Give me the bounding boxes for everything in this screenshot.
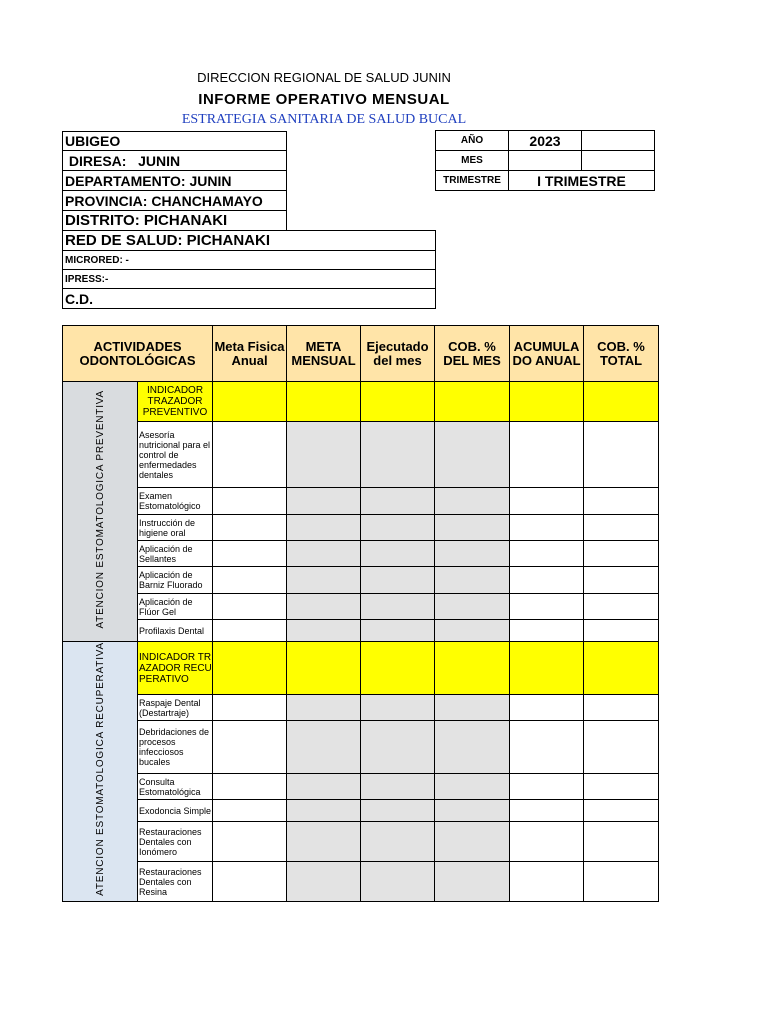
value-cell[interactable] (584, 515, 659, 541)
value-cell[interactable] (361, 488, 435, 515)
header-actividades: ACTIVIDADES ODONTOLÓGICAS (63, 326, 213, 382)
value-cell[interactable] (584, 862, 659, 902)
section-recuperativa-label: ATENCION ESTOMATOLOGICA RECUPERATIVA (94, 642, 106, 896)
value-cell[interactable] (361, 594, 435, 620)
ind-prev-cell[interactable] (361, 382, 435, 422)
value-cell[interactable] (361, 567, 435, 594)
value-cell[interactable] (361, 774, 435, 800)
value-cell[interactable] (361, 822, 435, 862)
value-cell[interactable] (213, 695, 287, 721)
anio-label: AÑO (436, 131, 509, 151)
value-cell[interactable] (287, 541, 361, 567)
activity-label: Examen Estomatológico (138, 488, 213, 515)
value-cell[interactable] (361, 695, 435, 721)
distrito-cell: DISTRITO: PICHANAKI (62, 210, 287, 231)
cd-cell: C.D. (62, 288, 436, 309)
ind-rec-cell[interactable] (510, 642, 584, 695)
value-cell[interactable] (213, 488, 287, 515)
value-cell[interactable] (584, 774, 659, 800)
activity-label: Debridaciones de procesos infecciosos bucales (138, 721, 213, 774)
ind-prev-cell[interactable] (510, 382, 584, 422)
section-preventiva-label: ATENCION ESTOMATOLOGICA PREVENTIVA (94, 389, 106, 629)
value-cell[interactable] (584, 695, 659, 721)
ind-prev-cell[interactable] (287, 382, 361, 422)
provincia-cell: PROVINCIA: CHANCHAMAYO (62, 190, 287, 211)
indicator-preventivo: INDICADOR TRAZADOR PREVENTIVO (138, 382, 213, 422)
value-cell[interactable] (584, 721, 659, 774)
value-cell[interactable] (213, 422, 287, 488)
value-cell[interactable] (213, 541, 287, 567)
value-cell[interactable] (584, 488, 659, 515)
value-cell[interactable] (435, 567, 510, 594)
ipress-cell: IPRESS:- (62, 269, 436, 289)
ind-rec-cell[interactable] (584, 642, 659, 695)
value-cell[interactable] (287, 774, 361, 800)
diresa-cell: DIRESA: JUNIN (62, 150, 287, 171)
activity-label: Aplicación de Sellantes (138, 541, 213, 567)
anio-extra (582, 131, 655, 151)
value-cell[interactable] (287, 721, 361, 774)
value-cell[interactable] (510, 774, 584, 800)
red-salud-cell: RED DE SALUD: PICHANAKI (62, 230, 436, 251)
mes-extra (582, 151, 655, 171)
value-cell[interactable] (435, 862, 510, 902)
report-title: INFORME OPERATIVO MENSUAL (198, 91, 450, 108)
activity-label: Raspaje Dental (Destartraje) (138, 695, 213, 721)
value-cell[interactable] (510, 541, 584, 567)
value-cell[interactable] (435, 800, 510, 822)
value-cell[interactable] (213, 721, 287, 774)
value-cell[interactable] (213, 620, 287, 642)
activities-table (62, 325, 659, 902)
ind-rec-cell[interactable] (213, 642, 287, 695)
activity-label: Consulta Estomatológica (138, 774, 213, 800)
section-recuperativa (63, 642, 138, 902)
activity-label: Instrucción de higiene oral (138, 515, 213, 541)
value-cell[interactable] (584, 620, 659, 642)
value-cell[interactable] (213, 822, 287, 862)
value-cell[interactable] (287, 620, 361, 642)
header-meta-mensual: META MENSUAL (287, 326, 361, 382)
value-cell[interactable] (361, 862, 435, 902)
activity-label: Aplicación de Flúor Gel (138, 594, 213, 620)
value-cell[interactable] (287, 695, 361, 721)
ind-prev-cell[interactable] (213, 382, 287, 422)
header-cob-total: COB. % TOTAL (584, 326, 659, 382)
header-meta-fisica: Meta Fisica Anual (213, 326, 287, 382)
value-cell[interactable] (510, 567, 584, 594)
value-cell[interactable] (287, 594, 361, 620)
value-cell[interactable] (435, 822, 510, 862)
regional-title: DIRECCION REGIONAL DE SALUD JUNIN (197, 70, 451, 85)
trimestre-value: I TRIMESTRE (509, 171, 655, 191)
mes-value (509, 151, 582, 171)
value-cell[interactable] (213, 594, 287, 620)
value-cell[interactable] (584, 422, 659, 488)
microred-cell: MICRORED: - (62, 250, 436, 270)
value-cell[interactable] (213, 800, 287, 822)
ind-rec-cell[interactable] (361, 642, 435, 695)
value-cell[interactable] (435, 774, 510, 800)
ind-rec-cell[interactable] (435, 642, 510, 695)
activity-label: Profilaxis Dental (138, 620, 213, 642)
value-cell[interactable] (510, 822, 584, 862)
value-cell[interactable] (435, 620, 510, 642)
activity-label: Restauraciones Dentales con Resina (138, 862, 213, 902)
value-cell[interactable] (510, 800, 584, 822)
activity-label: Exodoncia Simple (138, 800, 213, 822)
value-cell[interactable] (361, 620, 435, 642)
header-cob-mes: COB. % DEL MES (435, 326, 510, 382)
header-acumulado: ACUMULA DO ANUAL (510, 326, 584, 382)
value-cell[interactable] (510, 862, 584, 902)
value-cell[interactable] (510, 721, 584, 774)
strategy-title: ESTRATEGIA SANITARIA DE SALUD BUCAL (181, 112, 467, 127)
activity-label: Restauraciones Dentales con Ionómero (138, 822, 213, 862)
value-cell[interactable] (584, 541, 659, 567)
value-cell[interactable] (435, 695, 510, 721)
value-cell[interactable] (584, 594, 659, 620)
anio-value: 2023 (509, 131, 582, 151)
value-cell[interactable] (584, 800, 659, 822)
value-cell[interactable] (361, 541, 435, 567)
departamento-cell: DEPARTAMENTO: JUNIN (62, 170, 287, 191)
value-cell[interactable] (435, 422, 510, 488)
period-table (435, 130, 655, 191)
mes-label: MES (436, 151, 509, 171)
activity-label: Aplicación de Barniz Fluorado (138, 567, 213, 594)
value-cell[interactable] (510, 594, 584, 620)
value-cell[interactable] (287, 822, 361, 862)
value-cell[interactable] (361, 515, 435, 541)
value-cell[interactable] (361, 721, 435, 774)
value-cell[interactable] (510, 422, 584, 488)
ind-rec-cell[interactable] (287, 642, 361, 695)
value-cell[interactable] (510, 515, 584, 541)
value-cell[interactable] (213, 515, 287, 541)
value-cell[interactable] (435, 488, 510, 515)
value-cell[interactable] (584, 567, 659, 594)
ubigeo-cell: UBIGEO (62, 131, 287, 151)
activity-label: Asesoría nutricional para el control de enfermedades dentales (138, 422, 213, 488)
value-cell[interactable] (510, 488, 584, 515)
value-cell[interactable] (435, 721, 510, 774)
value-cell[interactable] (287, 515, 361, 541)
value-cell[interactable] (287, 800, 361, 822)
value-cell[interactable] (361, 800, 435, 822)
value-cell[interactable] (287, 422, 361, 488)
value-cell[interactable] (510, 620, 584, 642)
value-cell[interactable] (435, 515, 510, 541)
value-cell[interactable] (213, 862, 287, 902)
value-cell[interactable] (510, 695, 584, 721)
value-cell[interactable] (287, 862, 361, 902)
value-cell[interactable] (287, 488, 361, 515)
section-preventiva (63, 382, 138, 642)
value-cell[interactable] (287, 567, 361, 594)
ind-prev-cell[interactable] (435, 382, 510, 422)
ind-prev-cell[interactable] (584, 382, 659, 422)
value-cell[interactable] (584, 822, 659, 862)
value-cell[interactable] (213, 567, 287, 594)
value-cell[interactable] (435, 541, 510, 567)
value-cell[interactable] (213, 774, 287, 800)
header-ejecutado: Ejecutado del mes (361, 326, 435, 382)
value-cell[interactable] (435, 594, 510, 620)
trimestre-label: TRIMESTRE (436, 171, 509, 191)
indicator-recuperativo: INDICADOR TRAZADOR RECUPERATIVO (138, 642, 213, 695)
value-cell[interactable] (361, 422, 435, 488)
